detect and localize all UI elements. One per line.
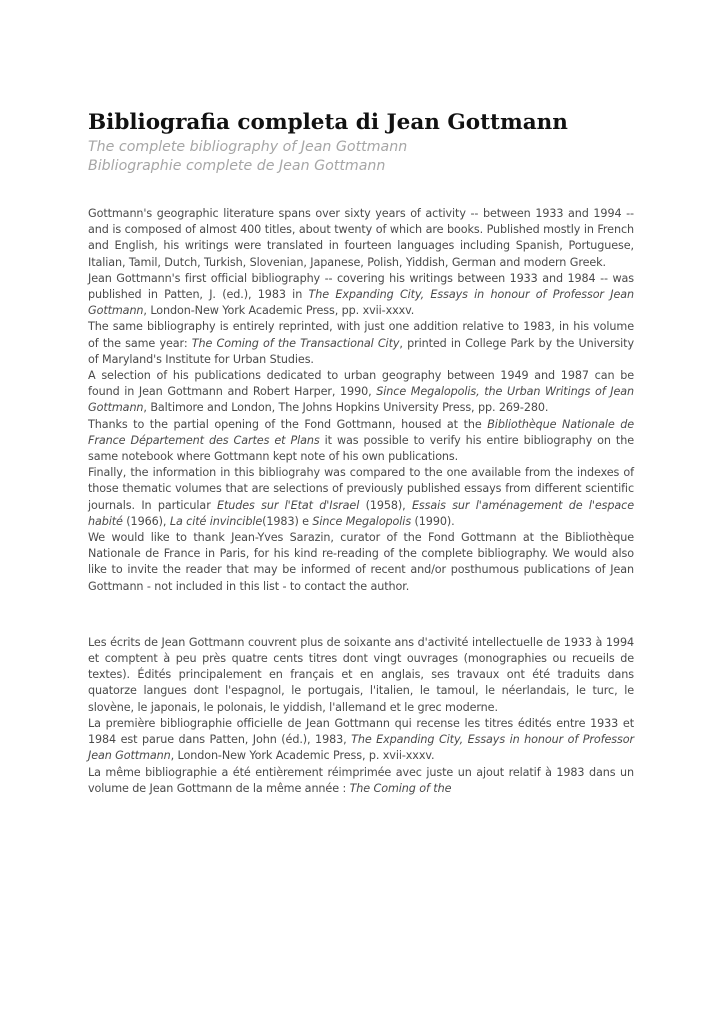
english-paragraph-4 — [88, 368, 634, 417]
subtitles — [88, 138, 634, 176]
english-paragraph-6 — [88, 465, 634, 530]
french-paragraph-2 — [88, 716, 634, 765]
text-run: , London-New York Academic Press, p. xvii-xxxv. — [170, 749, 435, 763]
page-title: Bibliografia completa di Jean Gottmann — [88, 110, 568, 135]
text-run: , printed in College Park by the University of Maryland's Institute for Urban Studies. — [88, 336, 634, 366]
text-run: (1966), — [122, 514, 170, 528]
subtitle-english: The complete bibliography of Jean Gottmann — [88, 139, 408, 155]
french-paragraph-1: Les écrits de Jean Gottmann couvrent plus de soixante ans d'activité intellectuelle de 1933 à 1994 et comptent à peu près quatre cents titres dont vingt ouvrages (monographies ou recueils de textes). Édités principalement en français et en anglais, ses travaux ont été traduits dans quatorze langues dont l'espagnol, le portugais, l'italien, le tamoul, le néerlandais, le turc, le slovène, le japonais, le polonais, le yiddish, l'allemand et le grec moderne. — [88, 635, 634, 714]
english-paragraph-5 — [88, 417, 634, 466]
text-run: Thanks to the partial opening of the Fond Gottmann, housed at the — [88, 417, 488, 431]
section-spacer — [88, 595, 634, 635]
text-run: (1983) e — [262, 514, 313, 528]
italic-title: The Coming of the Transactional City — [191, 336, 400, 350]
french-section — [88, 635, 634, 797]
text-run: Jean Gottmann's first official bibliography -- covering his writings between 1933 and 1984 -- was published in Patten, J. (ed.), 1983 in — [88, 271, 634, 302]
text-run: , Baltimore and London, The Johns Hopkins University Press, pp. 269-280. — [143, 401, 549, 415]
text-run: A selection of his publications dedicated to urban geography between 1949 and 1987 can be found in Jean Gottmann and Robert Harper, 1990, — [88, 369, 634, 399]
english-section — [88, 206, 634, 595]
text-run: (1990). — [411, 514, 455, 528]
italic-title: Since Megalopolis, the Urban Writings of Jean Gottmann — [88, 385, 634, 415]
text-run: Finally, the information in this bibliograhy was compared to the one available from the indexes of those thematic volumes that are selections of previously published essays from different scientific journals. In particular — [88, 466, 634, 512]
italic-title: Essais sur l'aménagement de l'espace habité — [88, 498, 634, 528]
english-paragraph-2 — [88, 271, 634, 320]
italic-title: Since Megalopolis — [312, 514, 412, 528]
english-paragraph-1: Gottmann's geographic literature spans over sixty years of activity -- between 1933 and 1994 -- and is composed of almost 400 titles, about twenty of which are books. Published mostly in French and English, his writings were translated in fourteen languages including Spanish, Portuguese, Italian, Tamil, Dutch, Turkish, Slovenian, Japanese, Polish, Yiddish, German and modern Greek. — [88, 207, 634, 269]
english-paragraph-3 — [88, 319, 634, 368]
text-run: La même bibliographie a été entièrement réimprimée avec juste un ajout relatif à 1983 dans un volume de Jean Gottmann de la même année : — [88, 765, 634, 795]
italic-title: The Expanding City, Essays in honour of Professor Jean Gottmann — [88, 288, 634, 318]
text-run: , London-New York Academic Press, pp. xvii-xxxv. — [143, 304, 415, 318]
italic-title: Etudes sur l'Etat d'Israel — [217, 498, 360, 512]
italic-title: The Expanding City, Essays in honour of Professor Jean Gottmann — [88, 733, 634, 763]
text-run: it was possible to verify his entire bibliography on the same notebook where Gottmann kept note of his own publications. — [88, 433, 634, 464]
italic-title: Bibliothèque Nationale de France Département des Cartes et Plans — [88, 417, 634, 447]
english-paragraph-7: We would like to thank Jean-Yves Sarazin, curator of the Fond Gottmann at the Bibliothèque Nationale de France in Paris, for his kind re-reading of the complete bibliography. We would also like to invite the reader that may be informed of recent and/or posthumous publications of Jean Gottmann - not included in this list - to contact the author. — [88, 531, 634, 593]
italic-title: La cité invincible — [169, 514, 263, 528]
french-paragraph-3 — [88, 765, 634, 797]
subtitle-french: Bibliographie complete de Jean Gottmann — [88, 158, 386, 174]
document-page — [88, 108, 634, 797]
italic-title: The Coming of the — [349, 781, 452, 795]
text-run: (1958), — [359, 498, 412, 512]
text-run: La première bibliographie officielle de Jean Gottmann qui recense les titres édités entre 1933 et 1984 est parue dans Patten, John (éd.), 1983, — [88, 716, 634, 747]
text-run: The same bibliography is entirely reprinted, with just one addition relative to 1983, in his volume of the same year: — [88, 320, 634, 350]
